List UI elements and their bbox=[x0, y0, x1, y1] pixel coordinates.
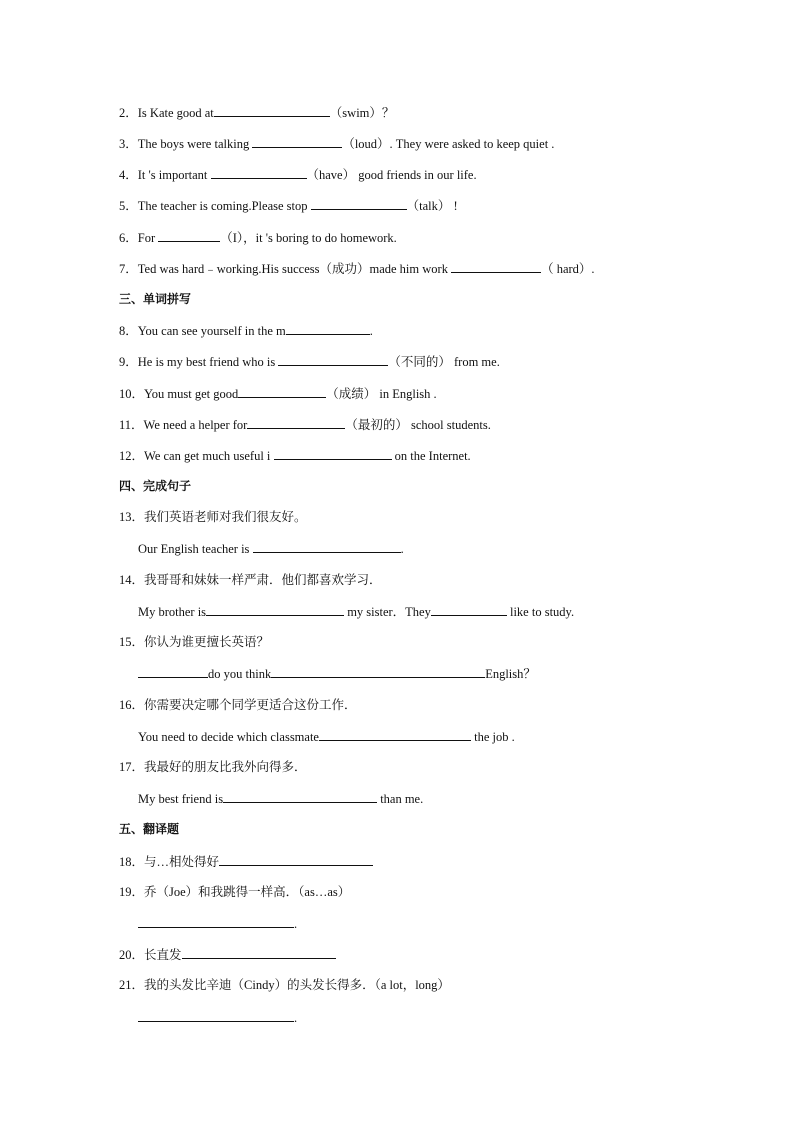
answer-blank[interactable] bbox=[238, 385, 326, 398]
question-3: 3．The boys were talking （loud）. They were asked to keep quiet . bbox=[119, 137, 555, 151]
question-9: 9．He is my best friend who is （不同的） from me. bbox=[119, 355, 500, 369]
answer-blank[interactable] bbox=[271, 665, 485, 678]
answer-blank[interactable] bbox=[219, 853, 373, 866]
answer-blank[interactable] bbox=[252, 135, 342, 148]
answer-blank[interactable] bbox=[138, 665, 208, 678]
answer-blank[interactable] bbox=[223, 790, 377, 803]
question-21: 21．我的头发比辛迪（Cindy）的头发长得多．（a lot，long） bbox=[119, 978, 450, 992]
answer-blank[interactable] bbox=[182, 946, 336, 959]
section-heading-5: 五、翻译题 bbox=[119, 822, 180, 836]
answer-blank[interactable] bbox=[206, 603, 344, 616]
section-heading-3: 三、单词拼写 bbox=[119, 292, 192, 306]
answer-blank[interactable] bbox=[138, 915, 294, 928]
question-2: 2．Is Kate good at （swim）？ bbox=[119, 106, 395, 120]
question-8: 8．You can see yourself in the m . bbox=[119, 324, 373, 338]
question-11: 11．We need a helper for （最初的） school students. bbox=[119, 418, 491, 432]
answer-blank[interactable] bbox=[451, 260, 541, 273]
question-10: 10．You must get good （成绩） in English . bbox=[119, 387, 437, 401]
answer-blank[interactable] bbox=[286, 322, 370, 335]
answer-blank[interactable] bbox=[247, 416, 345, 429]
answer-blank[interactable] bbox=[158, 229, 220, 242]
question-16-answer: You need to decide which classmate the job . bbox=[138, 730, 515, 744]
question-12: 12．We can get much useful i on the Internet. bbox=[119, 449, 471, 463]
question-15: 15．你认为谁更擅长英语？ bbox=[119, 635, 270, 649]
question-17-answer: My best friend is than me. bbox=[138, 792, 424, 806]
answer-blank[interactable] bbox=[278, 353, 388, 366]
question-15-answer: do you think English？ bbox=[138, 665, 536, 682]
answer-blank[interactable] bbox=[319, 728, 471, 741]
question-19-answer: . bbox=[138, 915, 297, 932]
answer-blank[interactable] bbox=[274, 447, 392, 460]
question-16: 16．你需要决定哪个同学更适合这份工作． bbox=[119, 698, 357, 712]
question-13: 13．我们英语老师对我们很友好。 bbox=[119, 510, 307, 524]
question-14: 14．我哥哥和妹妹一样严肃．他们都喜欢学习． bbox=[119, 573, 382, 587]
question-19: 19．乔（Joe）和我跳得一样高．（as…as） bbox=[119, 885, 351, 899]
question-5: 5．The teacher is coming.Please stop （talk） ! bbox=[119, 199, 458, 213]
question-4: 4．It 's important （have） good friends in our life. bbox=[119, 168, 477, 182]
question-21-answer: . bbox=[138, 1009, 297, 1026]
question-18: 18．与…相处得好 bbox=[119, 853, 373, 870]
answer-blank[interactable] bbox=[253, 540, 401, 553]
question-17: 17．我最好的朋友比我外向得多． bbox=[119, 760, 307, 774]
question-7: 7．Ted was hard﹣working.His success（成功）made him work （ hard）. bbox=[119, 262, 595, 276]
section-heading-4: 四、完成句子 bbox=[119, 479, 192, 493]
question-6: 6．For （I），it 's boring to do homework. bbox=[119, 231, 397, 245]
question-20: 20．长直发 bbox=[119, 946, 336, 963]
answer-blank[interactable] bbox=[311, 197, 407, 210]
question-13-answer: Our English teacher is . bbox=[138, 542, 404, 556]
answer-blank[interactable] bbox=[431, 603, 507, 616]
question-14-answer: My brother is my sister．They like to study. bbox=[138, 605, 575, 619]
answer-blank[interactable] bbox=[214, 104, 330, 117]
answer-blank[interactable] bbox=[138, 1009, 294, 1022]
answer-blank[interactable] bbox=[211, 166, 307, 179]
